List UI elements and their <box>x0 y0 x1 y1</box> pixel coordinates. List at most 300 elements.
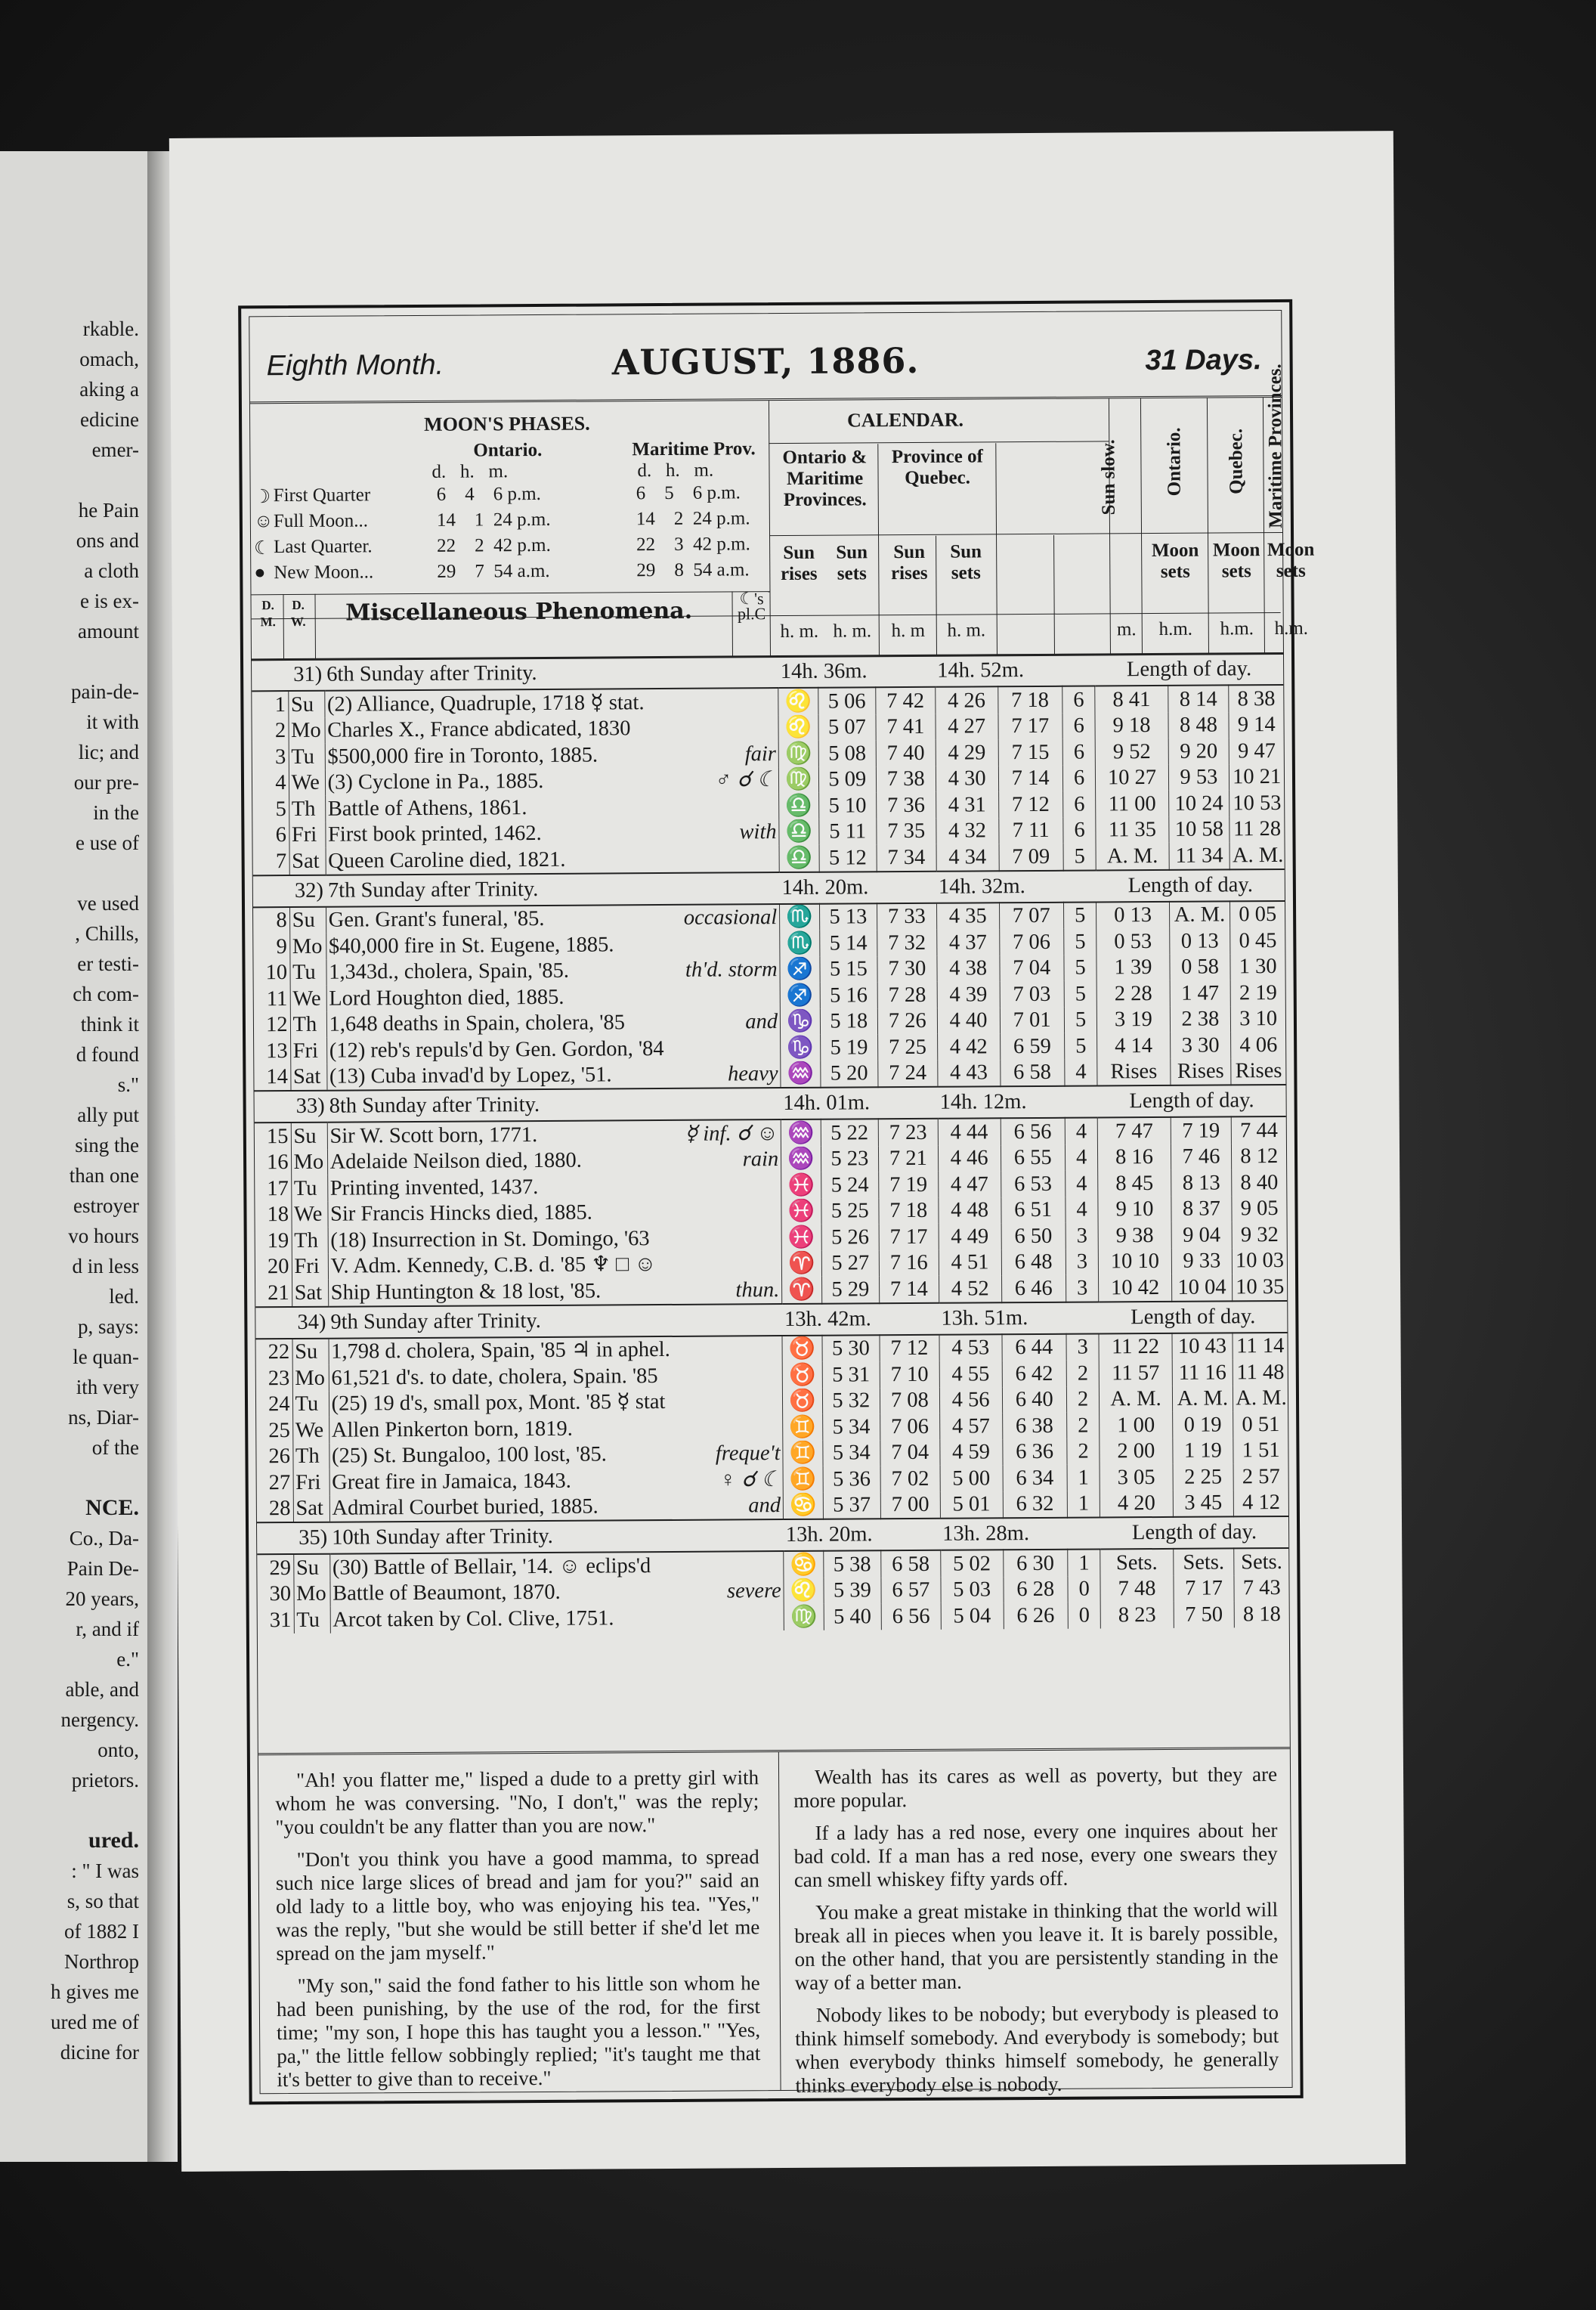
frame-inner <box>249 310 1315 2097</box>
moon-sets-maritime: 9 47 <box>1229 738 1284 764</box>
moon-sets-ontario: 10 27 <box>1096 764 1168 791</box>
sun-rises-quebec: 4 37 <box>936 929 999 955</box>
previous-page-line: vo hours <box>68 1225 139 1247</box>
sun-slow: 5 <box>1063 843 1096 870</box>
weather-note: freque't <box>715 1441 781 1466</box>
moon-sets-ontario: 8 23 <box>1101 1602 1174 1628</box>
weather-note: fair <box>744 742 777 766</box>
sun-rises-ontario: 5 34 <box>822 1440 880 1466</box>
sun-sets-ontario: 7 10 <box>880 1361 939 1388</box>
day-of-month: 10 <box>265 961 288 985</box>
previous-page-line: our pre- <box>73 771 139 794</box>
sun-rises-ontario: 5 24 <box>821 1172 879 1198</box>
sun-sets-quebec: 6 30 <box>1003 1550 1067 1577</box>
phenomenon-text: Gen. Grant's funeral, '85. <box>328 907 545 932</box>
sunday-week-number: 33) <box>255 1091 327 1123</box>
dw-label: D. W. <box>290 597 306 630</box>
maritime-label: Maritime Prov. <box>632 438 756 460</box>
sun-sets-ontario: 7 34 <box>877 844 936 872</box>
sun-rises-label: Sun rises <box>890 541 928 584</box>
sun-sets-ontario: 7 32 <box>877 930 937 956</box>
weather-note: th'd. storm <box>685 958 778 983</box>
day-length-quebec: 14h. 12m. <box>938 1085 1098 1118</box>
sun-rises-quebec: 4 26 <box>935 686 998 714</box>
moon-phase-maritime-time: 29 8 54 a.m. <box>636 559 750 581</box>
phenomenon-text: Queen Caroline died, 1821. <box>328 847 566 873</box>
sun-sets-quebec: 7 17 <box>998 713 1062 739</box>
sun-sets-quebec: 6 55 <box>1001 1144 1065 1171</box>
moon-sets-quebec: 1 47 <box>1170 980 1231 1006</box>
moon-phase-ontario-time: 22 2 42 p.m. <box>437 534 551 556</box>
day-of-month: 2 <box>274 719 286 743</box>
sun-sets-quebec: 7 15 <box>998 739 1062 766</box>
quebec-group: Province of Quebec. <box>891 446 983 489</box>
sun-rises-quebec: 5 00 <box>940 1465 1003 1491</box>
sun-rises-ontario: 5 40 <box>824 1603 882 1630</box>
sun-sets-ontario: 7 14 <box>880 1276 939 1303</box>
day-of-week: Su <box>292 1338 329 1365</box>
moon-phase-icon: ☺ <box>253 511 274 532</box>
phenomenon-text: Admiral Courbet buried, 1885. <box>332 1494 598 1520</box>
sun-slow: 3 <box>1066 1249 1099 1275</box>
sun-slow-text: Sun slow. <box>1098 439 1119 516</box>
previous-page-line: : " I was <box>71 1859 139 1882</box>
sun-sets-ontario: 7 30 <box>877 955 937 982</box>
sun-rises-quebec: 4 59 <box>939 1439 1002 1466</box>
phenomenon <box>330 1578 784 1607</box>
sun-sets-ontario: 7 06 <box>880 1414 940 1440</box>
previous-page-line: emer- <box>91 438 139 461</box>
day-of-week: Th <box>290 1011 326 1038</box>
moon-sets-ontario: 11 35 <box>1096 816 1168 843</box>
previous-page-text <box>0 314 144 2067</box>
sun-rises-ontario: 5 30 <box>822 1335 880 1362</box>
sun-rises-ontario: 5 39 <box>824 1578 882 1604</box>
phenomenon <box>329 1466 784 1495</box>
sun-rises-ontario: 5 09 <box>818 766 877 793</box>
ontario-label: Ontario. <box>473 439 543 461</box>
moon-sets-quebec: 11 16 <box>1172 1359 1233 1386</box>
previous-page-line: Northrop <box>64 1950 139 1973</box>
moon-sets-quebec: 0 58 <box>1169 954 1230 980</box>
sun-slow: 2 <box>1067 1438 1100 1465</box>
previous-page-line <box>0 1463 139 1493</box>
phenomenon <box>325 715 779 744</box>
sunday-week-number: 34) <box>255 1306 328 1339</box>
sun-sets-ontario: 7 36 <box>877 792 936 819</box>
sun-slow: 5 <box>1064 1033 1097 1059</box>
previous-page-line: , Chills, <box>75 922 139 945</box>
day-of-month: 27 <box>268 1470 291 1494</box>
phenomenon-text: Printing invented, 1437. <box>329 1175 539 1200</box>
day-of-week: Tu <box>294 1607 330 1633</box>
sun-rises-quebec: 4 30 <box>936 766 998 792</box>
moon-place-label: ☾'s pl.C <box>737 589 766 624</box>
weather-note: and <box>748 1494 781 1518</box>
moon-sets-label: Moon sets <box>1212 540 1260 582</box>
moon-sets-maritime: 2 57 <box>1233 1463 1288 1490</box>
day-length-quebec: 14h. 32m. <box>936 870 1096 903</box>
moon-sign-icon: ♌ <box>778 688 818 715</box>
maritime-cols: d. h. m. <box>637 460 714 482</box>
sun-sets-quebec: 6 32 <box>1003 1491 1067 1518</box>
notes-divider <box>778 1752 781 2090</box>
weather-note: occasional <box>683 906 778 931</box>
hm-label: h. m <box>891 620 926 642</box>
moon-sets-label: Moon sets <box>1151 540 1199 582</box>
day-of-week: Tu <box>291 1175 327 1202</box>
phenomenon <box>325 793 779 822</box>
moon-sets-quebec: 8 48 <box>1168 712 1229 739</box>
day-of-month: 4 <box>275 771 286 795</box>
phenomenon <box>329 1551 784 1581</box>
moon-sets-maritime: 11 28 <box>1229 816 1284 842</box>
moon-sets-maritime: Rises <box>1231 1057 1285 1085</box>
m-label: m. <box>1116 619 1137 640</box>
anecdote-paragraph: "My son," said the fond father to his little son whom he had been punishing, by the use of the rod, for the first time; "my son, I hope this has taught you a lesson." "Yes, pa," the little fellow sobbingly replied; "it's taught me that it's better to give than to receive." <box>276 1971 761 2092</box>
day-of-month: 7 <box>275 849 287 873</box>
phenomenon <box>327 1119 781 1149</box>
day-length-ontario: 13h. 20m. <box>784 1519 941 1551</box>
moon-sets-maritime: 8 18 <box>1234 1601 1288 1627</box>
previous-page-line: nergency. <box>60 1708 139 1731</box>
day-length-label: Length of day. <box>1100 1516 1288 1550</box>
previous-page-line: omach, <box>79 348 139 370</box>
moon-sign-icon: ♈ <box>781 1250 821 1277</box>
previous-page-line: prietors. <box>71 1769 139 1791</box>
sun-rises-quebec: 4 40 <box>937 1008 1000 1034</box>
sunday-week-number: 35) <box>257 1522 329 1555</box>
sun-sets-ontario: 7 28 <box>877 982 937 1008</box>
previous-page-line: ured me of <box>51 2011 139 2033</box>
moon-phase-maritime-time: 14 2 24 p.m. <box>636 508 750 530</box>
sun-slow: 6 <box>1062 791 1096 817</box>
phenomenon-text: Sir Francis Hincks died, 1885. <box>329 1200 592 1226</box>
moon-sign-icon: ♐ <box>780 983 820 1009</box>
moon-sets-maritime: 11 14 <box>1233 1332 1287 1359</box>
previous-page-line <box>0 858 139 888</box>
sun-rises-ontario: 5 13 <box>819 903 877 931</box>
day-of-week: Sat <box>290 1064 326 1091</box>
sun-slow: 4 <box>1065 1170 1098 1197</box>
previous-page-line: p, says: <box>78 1315 139 1338</box>
hm-label: h.m. <box>1274 618 1309 639</box>
moon-sign-icon: ♈ <box>782 1277 822 1304</box>
moon-sign-icon: ♌ <box>778 714 818 741</box>
previous-page-line <box>0 465 139 495</box>
sun-rises-quebec: 4 46 <box>938 1145 1001 1172</box>
anecdotes-left-column <box>275 1766 761 2101</box>
sun-slow: 4 <box>1066 1197 1099 1223</box>
divider <box>769 533 1109 536</box>
day-of-week: Su <box>293 1554 329 1581</box>
sun-sets-ontario: 7 42 <box>876 687 936 714</box>
sun-slow: 4 <box>1065 1059 1098 1086</box>
day-of-month: 22 <box>268 1340 290 1364</box>
maritime-text: Maritime Provinces. <box>1264 364 1286 528</box>
day-of-week: Su <box>291 1122 327 1150</box>
sun-slow: 6 <box>1062 713 1096 739</box>
previous-page-line: than one <box>69 1164 139 1187</box>
sunday-week-number: 31) <box>252 659 324 692</box>
sun-rises-label: Sun rises <box>780 542 818 585</box>
moon-sets-quebec: A. M. <box>1169 901 1230 928</box>
anecdote-paragraph: Nobody likes to be nobody; but everybody is pleased to think himself somebody. And everybody is somebody; but when everybody thinks himself somebody, he generally thinks everybody else is nobody. <box>795 2001 1279 2097</box>
day-of-month: 14 <box>266 1065 289 1089</box>
weather-note: ♂ ☌ ☾ <box>715 768 777 792</box>
moon-sets-ontario: 11 57 <box>1100 1360 1172 1386</box>
sun-slow: 5 <box>1063 928 1096 955</box>
previous-page-line: it with <box>86 711 139 733</box>
moon-sets-ontario: 2 28 <box>1097 980 1170 1007</box>
previous-page-line: onto, <box>97 1739 139 1761</box>
moon-phase-ontario-time: 14 1 24 p.m. <box>436 509 551 531</box>
day-length-ontario: 14h. 36m. <box>778 655 936 688</box>
moon-sets-maritime: 8 38 <box>1229 685 1283 712</box>
moon-sign-icon: ♓ <box>781 1172 821 1199</box>
weather-note: heavy <box>728 1062 778 1086</box>
sun-rises-ontario: 5 31 <box>822 1361 880 1388</box>
moon-sign-icon: ♌ <box>784 1578 824 1604</box>
sun-sets-quebec: 7 14 <box>998 765 1062 791</box>
sun-rises-quebec: 4 53 <box>939 1334 1002 1361</box>
previous-page-line: ve used <box>77 892 139 915</box>
day-length-ontario: 14h. 01m. <box>781 1087 938 1119</box>
moon-sets-quebec: 0 13 <box>1169 927 1230 954</box>
sun-sets-ontario: 7 12 <box>880 1334 939 1361</box>
quebec-text: Quebec. <box>1226 428 1247 494</box>
moon-phase-icon: ☾ <box>254 538 271 559</box>
sun-rises-ontario: 5 23 <box>821 1146 879 1172</box>
previous-page-line: ch com- <box>73 983 139 1005</box>
sun-sets-ontario: 7 08 <box>880 1387 939 1414</box>
moon-sets-maritime: 4 12 <box>1234 1489 1288 1516</box>
sun-slow: 2 <box>1066 1412 1100 1438</box>
page-title: AUGUST, 1886. <box>611 339 920 383</box>
moon-sets-maritime: A. M. <box>1229 842 1284 869</box>
previous-page-line: able, and <box>65 1678 139 1701</box>
sun-sets-ontario: 6 58 <box>881 1550 941 1578</box>
phenomenon <box>329 1336 783 1365</box>
sun-rises-ontario: 5 32 <box>822 1388 880 1414</box>
previous-page-line: er testi- <box>77 952 139 975</box>
moon-phase-name: Last Quarter. <box>274 536 373 558</box>
phenomenon <box>329 1414 783 1443</box>
phenomenon <box>324 688 778 717</box>
previous-page-line: Co., Da- <box>69 1527 139 1550</box>
anecdote-paragraph: If a lady has a red nose, every one inquires about her bad cold. If a man has a red nose, every one swears they can smell whiskey fifty yards off. <box>793 1819 1278 1891</box>
sun-rises-quebec: 4 55 <box>939 1361 1002 1387</box>
previous-page-line: s." <box>117 1073 139 1096</box>
divider <box>769 441 1109 444</box>
day-of-week: We <box>291 1201 327 1228</box>
days-count: 31 Days. <box>1145 344 1262 377</box>
anecdote-paragraph: Wealth has its cares as well as poverty, but they are more popular. <box>793 1763 1278 1812</box>
sun-sets-quebec: 6 28 <box>1004 1576 1068 1602</box>
previous-page-line: ons and <box>76 529 139 552</box>
moon-sets-maritime: 8 40 <box>1232 1169 1286 1196</box>
sun-sets-quebec: 7 18 <box>998 686 1062 714</box>
day-of-week: Mo <box>292 1365 329 1392</box>
day-of-week: Mo <box>294 1581 330 1607</box>
sun-sets-quebec: 6 36 <box>1002 1438 1066 1465</box>
sun-rises-quebec: 4 35 <box>936 903 999 930</box>
sun-rises-quebec: 4 42 <box>937 1033 1000 1060</box>
sun-slow: 6 <box>1062 765 1096 791</box>
sun-rises-ontario: 5 07 <box>818 714 877 741</box>
sun-rises-quebec: 4 57 <box>939 1413 1002 1439</box>
phenomenon-text: (2) Alliance, Quadruple, 1718 ☿ stat. <box>326 690 645 717</box>
phenomenon-text: 61,521 d's. to date, cholera, Spain. '85 <box>331 1364 658 1390</box>
moon-sign-icon: ♋ <box>784 1551 824 1578</box>
moon-sign-icon: ♊ <box>783 1466 823 1493</box>
sun-slow: 1 <box>1068 1549 1101 1576</box>
sun-rises-ontario: 5 37 <box>823 1492 881 1519</box>
moon-sets-maritime: 4 06 <box>1231 1032 1285 1058</box>
moon-sets-ontario: 4 14 <box>1097 1033 1170 1059</box>
previous-page-line: h gives me <box>51 1980 139 2003</box>
misc-phenomena-label: Miscellaneous Phenomena. <box>345 597 693 627</box>
almanac-page <box>169 131 1406 2172</box>
moon-sign-icon: ♓ <box>781 1198 821 1225</box>
phenomenon <box>329 1441 783 1469</box>
sun-rises-ontario: 5 18 <box>820 1008 878 1035</box>
moon-sets-maritime: 1 51 <box>1233 1437 1288 1463</box>
moon-sets-maritime: A. M. <box>1233 1385 1288 1411</box>
phenomenon-text: (18) Insurrection in St. Domingo, '63 <box>330 1226 650 1253</box>
moon-sets-maritime: 1 30 <box>1230 953 1285 980</box>
previous-page-edge <box>0 151 150 2162</box>
day-of-month: 12 <box>265 1013 288 1037</box>
sun-rises-ontario: 5 36 <box>823 1466 881 1492</box>
day-length-label: Length of day. <box>1095 653 1283 686</box>
sun-sets-ontario: 7 40 <box>876 740 936 766</box>
moon-sets-quebec: 8 37 <box>1171 1196 1232 1222</box>
phenomenon <box>330 1604 784 1633</box>
moon-sets-ontario: 7 48 <box>1100 1575 1173 1602</box>
sun-sets-quebec: 7 07 <box>999 902 1063 929</box>
moon-sets-ontario: 8 16 <box>1098 1144 1171 1170</box>
day-of-week: Sat <box>292 1280 328 1307</box>
sun-rises-quebec: 5 02 <box>940 1550 1003 1577</box>
day-of-month: 17 <box>267 1176 289 1200</box>
hm-label: h.m. <box>1220 618 1254 639</box>
sun-rises-quebec: 4 27 <box>936 714 998 740</box>
sun-sets-ontario: 7 04 <box>880 1439 940 1466</box>
moon-sets-ontario: 10 10 <box>1099 1248 1171 1274</box>
day-of-month: 26 <box>268 1445 291 1469</box>
moon-sets-ontario: A. M. <box>1096 843 1168 870</box>
sun-rises-ontario: 5 27 <box>821 1250 880 1277</box>
moon-sign-icon: ♏ <box>780 903 820 931</box>
sun-sets-quebec: 6 56 <box>1001 1118 1065 1145</box>
sun-rises-quebec: 4 52 <box>939 1275 1001 1302</box>
moon-sets-quebec: 10 58 <box>1168 816 1229 843</box>
divider <box>1109 398 1111 654</box>
phenomenon-text: $500,000 fire in Toronto, 1885. <box>327 743 598 769</box>
sun-sets-quebec: 6 46 <box>1001 1275 1066 1302</box>
moon-sign-icon: ♒ <box>781 1146 821 1172</box>
previous-page-line: d in less <box>72 1255 139 1277</box>
sun-rises-ontario: 5 06 <box>818 687 876 714</box>
moon-sets-maritime: 11 48 <box>1233 1359 1288 1386</box>
moon-sets-quebec: 10 43 <box>1172 1333 1233 1360</box>
phenomenon-text: Lord Houghton died, 1885. <box>329 985 564 1011</box>
sunday-name: 7th Sunday after Trinity. <box>326 872 780 907</box>
divider <box>251 591 769 595</box>
sun-sets-quebec: 7 12 <box>998 791 1062 818</box>
sun-slow: 3 <box>1066 1333 1100 1361</box>
day-of-week: Fri <box>292 1253 328 1280</box>
moon-sign-icon: ♒ <box>781 1061 821 1088</box>
day-length-quebec: 13h. 28m. <box>940 1517 1100 1550</box>
moon-sets-maritime: 10 21 <box>1229 763 1284 790</box>
moon-sign-icon: ♊ <box>783 1440 823 1466</box>
day-of-month: 5 <box>275 797 286 821</box>
divider <box>995 443 998 655</box>
sun-sets-ontario: 7 35 <box>877 818 936 844</box>
day-of-month: 21 <box>268 1280 289 1305</box>
day-of-month: 13 <box>266 1039 288 1063</box>
previous-page-line: Pain De- <box>66 1557 139 1580</box>
moon-sets-maritime: 0 45 <box>1230 927 1285 954</box>
sun-rises-quebec: 4 43 <box>937 1060 1000 1087</box>
sun-sets-ontario: 6 57 <box>881 1577 941 1603</box>
moon-sign-icon: ♍ <box>778 741 818 767</box>
sun-slow: 0 <box>1068 1576 1101 1602</box>
moon-sets-ontario: 8 45 <box>1098 1170 1171 1197</box>
day-of-month: 6 <box>275 823 287 847</box>
day-of-month: 29 <box>269 1556 291 1580</box>
sun-rises-ontario: 5 20 <box>820 1061 878 1088</box>
sun-slow: 4 <box>1065 1117 1098 1144</box>
anecdote-paragraph: You make a great mistake in thinking that the world will break all in pieces when you leave it. It is barely possible, on the other hand, that you are persistently standing in the way of a better man. <box>794 1898 1279 1994</box>
moon-sign-icon: ♒ <box>781 1119 821 1147</box>
phenomenon-text: Great fire in Jamaica, 1843. <box>332 1469 571 1494</box>
sun-rises-ontario: 5 16 <box>820 982 878 1008</box>
moon-sets-quebec: 2 38 <box>1170 1006 1231 1033</box>
previous-page-line: he Pain <box>78 499 139 522</box>
moon-sign-icon: ♏ <box>780 931 820 957</box>
moon-sets-quebec: 9 20 <box>1168 738 1229 764</box>
moon-sets-ontario: Sets. <box>1100 1549 1173 1576</box>
sun-sets-ontario: 7 17 <box>879 1224 939 1250</box>
moon-sets-ontario: 11 00 <box>1096 791 1168 817</box>
day-of-week: Su <box>288 691 324 718</box>
sun-sets-ontario: 7 19 <box>879 1172 939 1198</box>
sun-rises-quebec: 4 56 <box>939 1387 1002 1414</box>
sun-rises-quebec: 5 03 <box>941 1577 1004 1603</box>
sun-rises-ontario: 5 34 <box>822 1414 880 1440</box>
hm-label: h. m. <box>833 621 872 642</box>
day-of-week: Th <box>292 1228 328 1254</box>
anecdotes-section <box>258 1747 1292 2097</box>
moon-sets-quebec: A. M. <box>1172 1386 1233 1412</box>
moon-sets-maritime: 9 32 <box>1232 1222 1286 1248</box>
phenomenon <box>326 957 781 986</box>
moon-sets-quebec: 3 30 <box>1170 1032 1231 1058</box>
day-of-week: Th <box>292 1443 329 1469</box>
phenomenon-text: (25) 19 d's, small pox, Mont. '85 ☿ stat <box>331 1390 666 1416</box>
moon-sets-ontario: 0 53 <box>1096 928 1169 955</box>
moon-sets-quebec: 9 33 <box>1171 1248 1233 1274</box>
moon-sets-maritime: 2 19 <box>1230 980 1285 1006</box>
sun-slow: 0 <box>1068 1602 1101 1628</box>
anecdotes-right-column <box>793 1763 1279 2107</box>
previous-page-line: e use of <box>76 831 139 854</box>
moon-sets-ontario: 3 19 <box>1097 1006 1170 1033</box>
phenomenon-text: V. Adm. Kennedy, C.B. d. '85 ♆ □ ☺ <box>330 1253 657 1278</box>
